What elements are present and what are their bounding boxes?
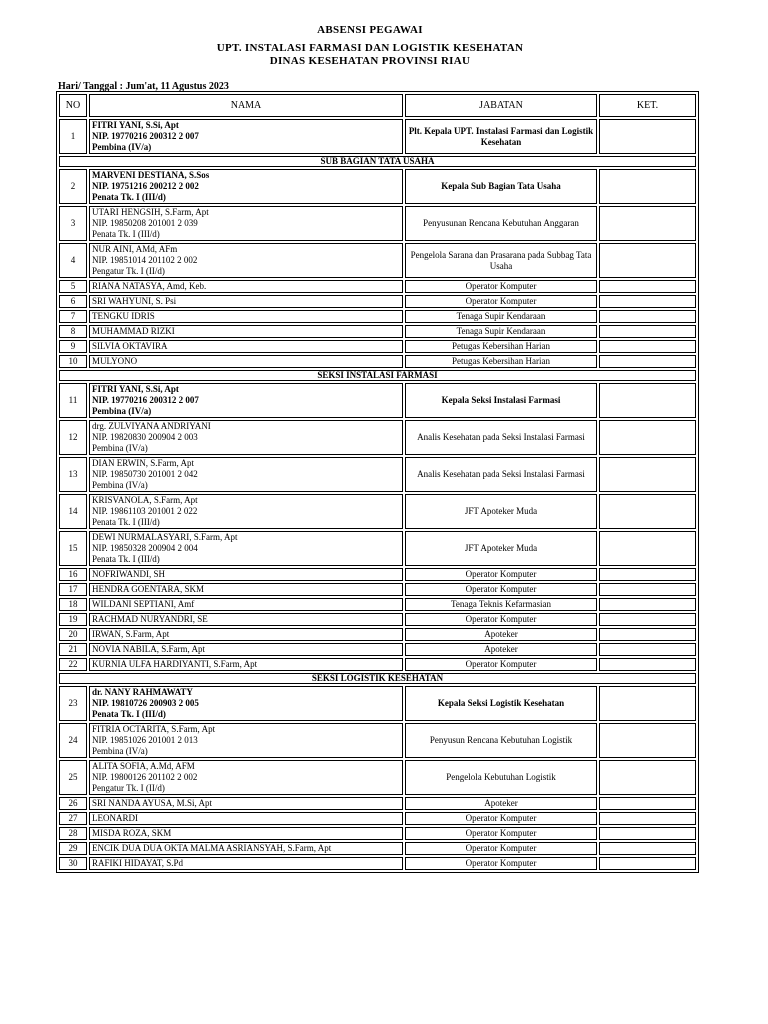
table-row — [59, 383, 696, 418]
doc-subtitle-agency: DINAS KESEHATAN PROVINSI RIAU — [269, 55, 471, 67]
employee-cell — [89, 797, 403, 810]
row-number: 27 — [59, 812, 87, 825]
employee-name: RAFIKI HIDAYAT, S.Pd — [92, 858, 184, 868]
employee-cell — [89, 457, 403, 492]
row-number: 8 — [59, 325, 87, 338]
position-cell: Operator Komputer — [405, 827, 597, 840]
employee-cell — [89, 119, 403, 154]
position-cell: Penyusun Rencana Kebutuhan Logistik — [405, 723, 597, 758]
employee-cell — [89, 812, 403, 825]
remark-cell[interactable] — [599, 420, 696, 455]
row-number: 22 — [59, 658, 87, 671]
table-row — [59, 325, 696, 338]
row-number: 24 — [59, 723, 87, 758]
position-cell: Penyusunan Rencana Kebutuhan Anggaran — [405, 206, 597, 241]
row-number: 1 — [59, 119, 87, 154]
row-number: 19 — [59, 613, 87, 626]
row-number: 12 — [59, 420, 87, 455]
position-cell: Tenaga Teknis Kefarmasian — [405, 598, 597, 611]
table-row — [59, 827, 696, 840]
row-number: 5 — [59, 280, 87, 293]
employee-name: MULYONO — [92, 356, 138, 366]
position-cell: Petugas Kebersihan Harian — [405, 340, 597, 353]
employee-nip: NIP. 19810726 200903 2 005 — [92, 698, 199, 708]
position-cell: Operator Komputer — [405, 658, 597, 671]
employee-name: SRI WAHYUNI, S. Psi — [92, 296, 177, 306]
remark-cell[interactable] — [599, 812, 696, 825]
employee-nip: NIP. 19851026 201001 2 013 — [92, 735, 198, 745]
table-row — [59, 243, 696, 278]
row-number: 11 — [59, 383, 87, 418]
table-row — [59, 598, 696, 611]
employee-name: ALITA SOFIA, A.Md, AFM — [92, 761, 195, 771]
employee-cell — [89, 280, 403, 293]
row-number: 2 — [59, 169, 87, 204]
row-number: 26 — [59, 797, 87, 810]
remark-cell[interactable] — [599, 457, 696, 492]
employee-rank: Pembina (IV/a) — [92, 480, 148, 490]
employee-cell — [89, 295, 403, 308]
employee-name: WILDANI SEPTIANI, Amf — [92, 599, 195, 609]
col-ket-header: KET. — [599, 94, 696, 117]
table-row — [59, 723, 696, 758]
employee-name: DIAN ERWIN, S.Farm, Apt — [92, 458, 194, 468]
employee-cell — [89, 643, 403, 656]
row-number: 29 — [59, 842, 87, 855]
employee-cell — [89, 583, 403, 596]
position-cell: Tenaga Supir Kendaraan — [405, 310, 597, 323]
row-number: 28 — [59, 827, 87, 840]
employee-cell — [89, 383, 403, 418]
remark-cell[interactable] — [599, 243, 696, 278]
table-row — [59, 280, 696, 293]
employee-cell — [89, 355, 403, 368]
remark-cell[interactable] — [599, 628, 696, 641]
row-number: 9 — [59, 340, 87, 353]
table-row — [59, 842, 696, 855]
position-cell: Petugas Kebersihan Harian — [405, 355, 597, 368]
doc-title: ABSENSI PEGAWAI — [317, 24, 423, 36]
table-row — [59, 457, 696, 492]
table-row — [59, 494, 696, 529]
remark-cell[interactable] — [599, 206, 696, 241]
table-row — [59, 583, 696, 596]
employee-name: FITRI YANI, S.Si, Apt — [92, 120, 179, 130]
employee-cell — [89, 243, 403, 278]
employee-rank: Penata Tk. I (III/d) — [92, 517, 160, 527]
section-row — [59, 156, 696, 167]
section-title: SUB BAGIAN TATA USAHA — [59, 156, 696, 167]
remark-cell[interactable] — [599, 583, 696, 596]
position-cell: Kepala Seksi Logistik Kesehatan — [405, 686, 597, 721]
employee-rank: Pembina (IV/a) — [92, 443, 148, 453]
employee-nip: NIP. 19800126 201102 2 002 — [92, 772, 198, 782]
employee-name: MARVENI DESTIANA, S.Sos — [92, 170, 210, 180]
employee-cell — [89, 206, 403, 241]
remark-cell[interactable] — [599, 494, 696, 529]
employee-name: dr. NANY RAHMAWATY — [92, 687, 193, 697]
remark-cell[interactable] — [599, 280, 696, 293]
employee-name: RIANA NATASYA, Amd, Keb. — [92, 281, 207, 291]
position-cell: Operator Komputer — [405, 568, 597, 581]
employee-cell — [89, 628, 403, 641]
col-jabatan-header: JABATAN — [405, 94, 597, 117]
remark-cell[interactable] — [599, 658, 696, 671]
employee-name: KURNIA ULFA HARDIYANTI, S.Farm, Apt — [92, 659, 258, 669]
remark-cell[interactable] — [599, 169, 696, 204]
employee-name: NOVIA NABILA, S.Farm, Apt — [92, 644, 206, 654]
position-cell: Apoteker — [405, 797, 597, 810]
employee-name: MISDA ROZA, SKM — [92, 828, 172, 838]
date-line: Hari/ Tanggal : Jum'at, 11 Agustus 2023 — [58, 81, 229, 92]
employee-rank: Penata Tk. I (III/d) — [92, 192, 166, 202]
section-title: SEKSI LOGISTIK KESEHATAN — [59, 673, 696, 684]
employee-cell — [89, 723, 403, 758]
position-cell: Apoteker — [405, 643, 597, 656]
employee-name: ENCIK DUA DUA OKTA MALMA ASRIANSYAH, S.Farm, Apt — [92, 843, 332, 853]
position-cell: Tenaga Supir Kendaraan — [405, 325, 597, 338]
employee-cell — [89, 310, 403, 323]
employee-name: MUHAMMAD RIZKI — [92, 326, 175, 336]
employee-name: NUR AINI, AMd, AFm — [92, 244, 178, 254]
employee-rank: Penata Tk. I (III/d) — [92, 554, 160, 564]
row-number: 3 — [59, 206, 87, 241]
employee-name: LEONARDI — [92, 813, 138, 823]
table-row — [59, 420, 696, 455]
row-number: 17 — [59, 583, 87, 596]
remark-cell[interactable] — [599, 827, 696, 840]
position-cell: Analis Kesehatan pada Seksi Instalasi Farmasi — [405, 457, 597, 492]
table-row — [59, 169, 696, 204]
employee-cell — [89, 568, 403, 581]
row-number: 4 — [59, 243, 87, 278]
employee-cell — [89, 842, 403, 855]
remark-cell[interactable] — [599, 383, 696, 418]
employee-name: UTARI HENGSIH, S.Farm, Apt — [92, 207, 209, 217]
section-title: SEKSI INSTALASI FARMASI — [59, 370, 696, 381]
employee-rank: Pembina (IV/a) — [92, 406, 152, 416]
table-row — [59, 531, 696, 566]
employee-name: drg. ZULVIYANA ANDRIYANI — [92, 421, 211, 431]
employee-cell — [89, 686, 403, 721]
employee-cell — [89, 494, 403, 529]
row-number: 14 — [59, 494, 87, 529]
employee-rank: Pembina (IV/a) — [92, 142, 152, 152]
employee-nip: NIP. 19850328 200904 2 004 — [92, 543, 198, 553]
employee-rank: Pengatur Tk. I (II/d) — [92, 783, 165, 793]
employee-cell — [89, 340, 403, 353]
remark-cell[interactable] — [599, 295, 696, 308]
employee-nip: NIP. 19851014 201102 2 002 — [92, 255, 198, 265]
employee-cell — [89, 613, 403, 626]
table-row — [59, 797, 696, 810]
remark-cell[interactable] — [599, 568, 696, 581]
table-row — [59, 340, 696, 353]
table-header-row — [59, 94, 696, 117]
table-row — [59, 310, 696, 323]
employee-name: SILVIA OKTAVIRA — [92, 341, 168, 351]
position-cell: Pengelola Kebutuhan Logistik — [405, 760, 597, 795]
employee-cell — [89, 420, 403, 455]
position-cell: Operator Komputer — [405, 295, 597, 308]
remark-cell[interactable] — [599, 723, 696, 758]
employee-rank: Pembina (IV/a) — [92, 746, 148, 756]
position-cell: Kepala Seksi Instalasi Farmasi — [405, 383, 597, 418]
col-nama-header: NAMA — [89, 94, 403, 117]
section-row — [59, 673, 696, 684]
table-row — [59, 295, 696, 308]
employee-name: FITRI YANI, S.Si, Apt — [92, 384, 179, 394]
employee-nip: NIP. 19751216 200212 2 002 — [92, 181, 199, 191]
row-number: 13 — [59, 457, 87, 492]
row-number: 30 — [59, 857, 87, 870]
table-row — [59, 355, 696, 368]
col-no-header: NO — [59, 94, 87, 117]
position-cell: Analis Kesehatan pada Seksi Instalasi Farmasi — [405, 420, 597, 455]
table-row — [59, 643, 696, 656]
employee-name: KRISVANOLA, S.Farm, Apt — [92, 495, 198, 505]
table-row — [59, 760, 696, 795]
employee-name: IRWAN, S.Farm, Apt — [92, 629, 170, 639]
remark-cell[interactable] — [599, 340, 696, 353]
employee-name: RACHMAD NURYANDRI, SE — [92, 614, 208, 624]
employee-name: TENGKU IDRIS — [92, 311, 155, 321]
position-cell: JFT Apoteker Muda — [405, 531, 597, 566]
employee-rank: Penata Tk. I (III/d) — [92, 709, 166, 719]
table-row — [59, 686, 696, 721]
employee-nip: NIP. 19770216 200312 2 007 — [92, 131, 199, 141]
table-row — [59, 857, 696, 870]
row-number: 7 — [59, 310, 87, 323]
employee-cell — [89, 598, 403, 611]
employee-name: HENDRA GOENTARA, SKM — [92, 584, 205, 594]
row-number: 18 — [59, 598, 87, 611]
remark-cell[interactable] — [599, 531, 696, 566]
position-cell: Operator Komputer — [405, 280, 597, 293]
employee-rank: Penata Tk. I (III/d) — [92, 229, 160, 239]
remark-cell[interactable] — [599, 355, 696, 368]
employee-cell — [89, 658, 403, 671]
remark-cell[interactable] — [599, 119, 696, 154]
position-cell: Operator Komputer — [405, 812, 597, 825]
remark-cell[interactable] — [599, 857, 696, 870]
attendance-table — [56, 91, 699, 873]
position-cell: Operator Komputer — [405, 857, 597, 870]
employee-nip: NIP. 19820830 200904 2 003 — [92, 432, 198, 442]
position-cell: Plt. Kepala UPT. Instalasi Farmasi dan Logistik Kesehatan — [405, 119, 597, 154]
position-cell: Pengelola Sarana dan Prasarana pada Subbag Tata Usaha — [405, 243, 597, 278]
employee-name: SRI NANDA AYUSA, M.Si, Apt — [92, 798, 212, 808]
employee-nip: NIP. 19770216 200312 2 007 — [92, 395, 199, 405]
employee-nip: NIP. 19850208 201001 2 039 — [92, 218, 198, 228]
table-row — [59, 568, 696, 581]
remark-cell[interactable] — [599, 686, 696, 721]
employee-nip: NIP. 19861103 201001 2 022 — [92, 506, 198, 516]
table-row — [59, 206, 696, 241]
remark-cell[interactable] — [599, 797, 696, 810]
position-cell: JFT Apoteker Muda — [405, 494, 597, 529]
remark-cell[interactable] — [599, 325, 696, 338]
remark-cell[interactable] — [599, 760, 696, 795]
doc-subtitle-unit: UPT. INSTALASI FARMASI DAN LOGISTIK KESEHATAN — [216, 42, 524, 54]
remark-cell[interactable] — [599, 613, 696, 626]
row-number: 6 — [59, 295, 87, 308]
employee-cell — [89, 760, 403, 795]
employee-name: NOFRIWANDI, SH — [92, 569, 166, 579]
section-row — [59, 370, 696, 381]
remark-cell[interactable] — [599, 310, 696, 323]
employee-cell — [89, 325, 403, 338]
row-number: 15 — [59, 531, 87, 566]
employee-rank: Pengatur Tk. I (II/d) — [92, 266, 165, 276]
employee-cell — [89, 857, 403, 870]
remark-cell[interactable] — [599, 598, 696, 611]
employee-cell — [89, 827, 403, 840]
table-row — [59, 119, 696, 154]
employee-cell — [89, 169, 403, 204]
remark-cell[interactable] — [599, 842, 696, 855]
row-number: 16 — [59, 568, 87, 581]
position-cell: Operator Komputer — [405, 613, 597, 626]
row-number: 23 — [59, 686, 87, 721]
row-number: 25 — [59, 760, 87, 795]
employee-name: DEWI NURMALASYARI, S.Farm, Apt — [92, 532, 238, 542]
row-number: 20 — [59, 628, 87, 641]
employee-name: FITRIA OCTARITA, S.Farm, Apt — [92, 724, 216, 734]
row-number: 10 — [59, 355, 87, 368]
table-row — [59, 613, 696, 626]
employee-cell — [89, 531, 403, 566]
employee-nip: NIP. 19850730 201001 2 042 — [92, 469, 198, 479]
remark-cell[interactable] — [599, 643, 696, 656]
position-cell: Operator Komputer — [405, 583, 597, 596]
table-row — [59, 812, 696, 825]
table-row — [59, 628, 696, 641]
position-cell: Operator Komputer — [405, 842, 597, 855]
table-row — [59, 658, 696, 671]
row-number: 21 — [59, 643, 87, 656]
position-cell: Apoteker — [405, 628, 597, 641]
position-cell: Kepala Sub Bagian Tata Usaha — [405, 169, 597, 204]
